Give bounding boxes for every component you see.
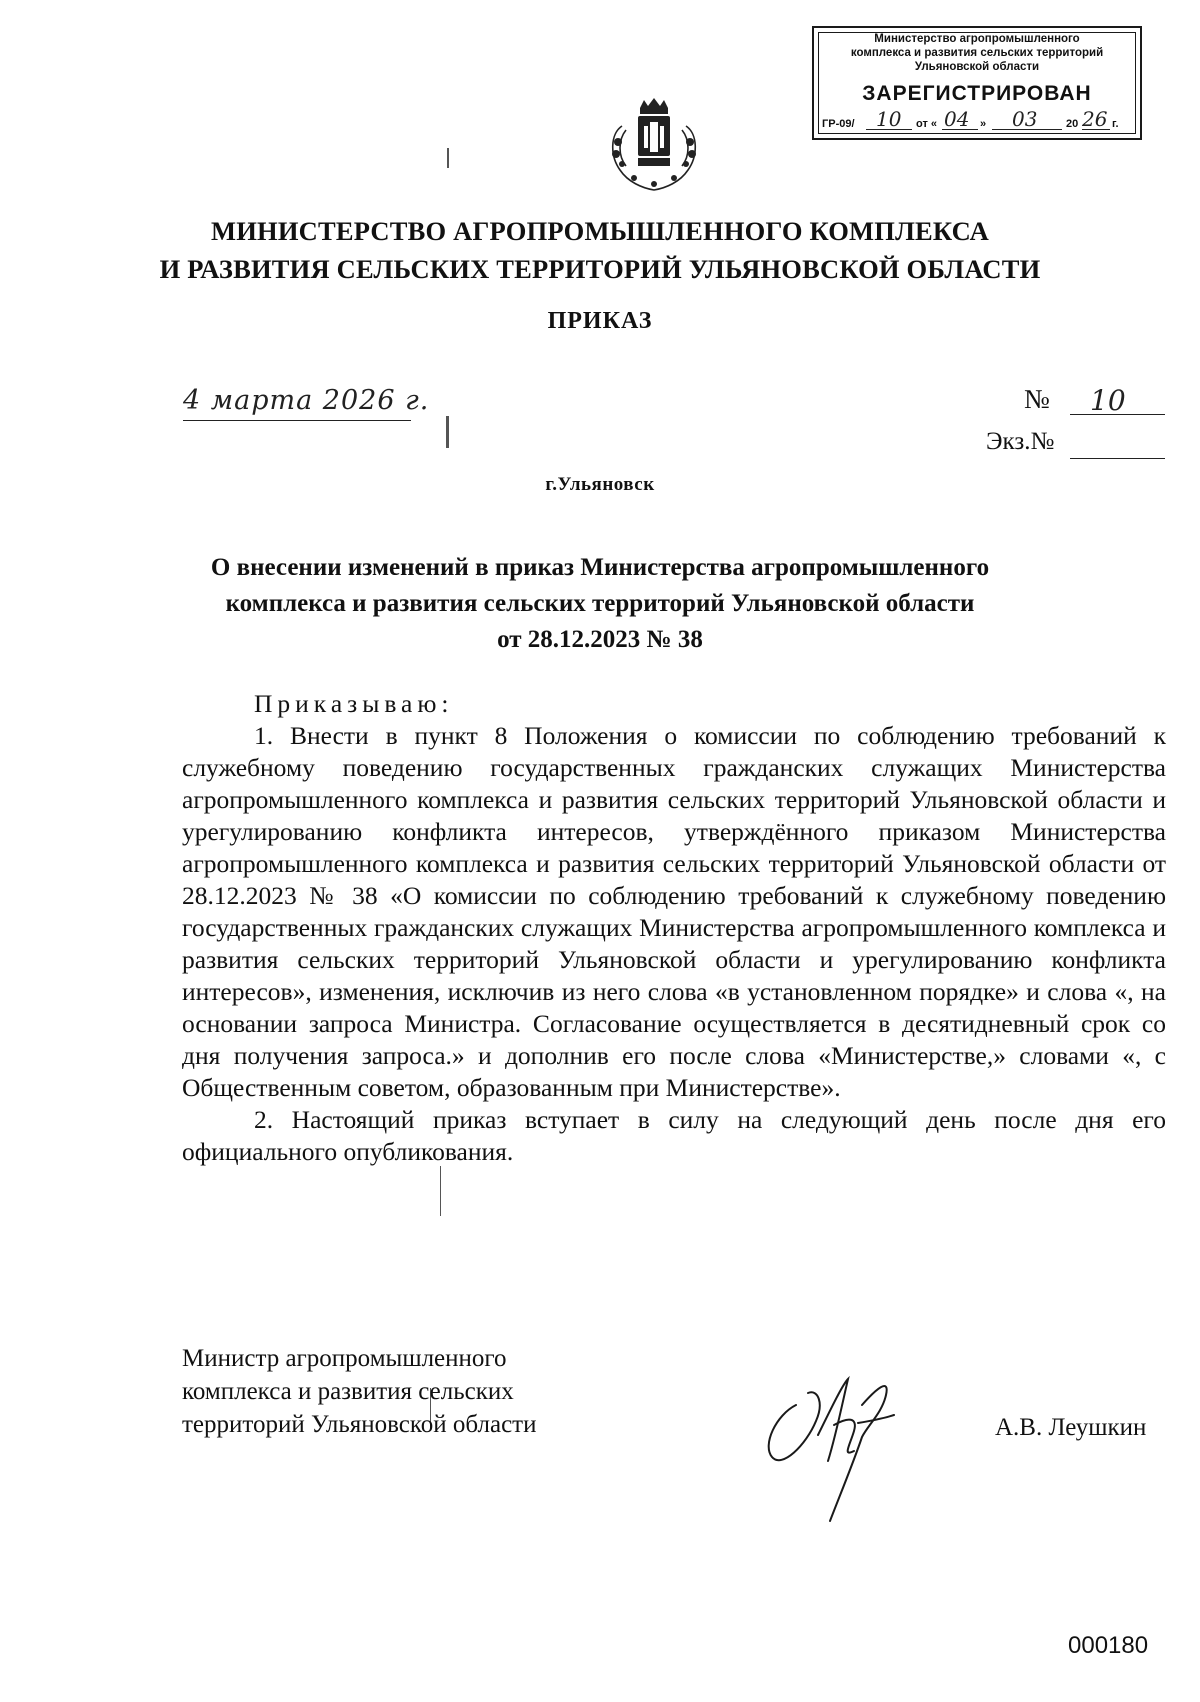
stamp-registered-title: ЗАРЕГИСТРИРОВАН: [862, 82, 1092, 105]
ministry-title-line-1: МИНИСТЕРСТВО АГРОПРОМЫШЛЕННОГО КОМПЛЕКСА: [210, 216, 990, 246]
subject-line-2: комплекса и развития сельских территорий Ульяновской области: [225, 590, 975, 617]
number-label: №: [1024, 384, 1050, 414]
subject-line-3: от 28.12.2023 № 38: [497, 626, 703, 653]
registration-stamp: [812, 26, 1142, 140]
subject-line-1: О внесении изменений в приказ Министерства агропромышленного: [210, 554, 990, 581]
order-body: [182, 688, 1166, 1168]
stamp-reg-number: 10: [876, 107, 902, 131]
order-subject: [0, 550, 1200, 658]
document-serial-number: 000180: [1068, 1632, 1149, 1659]
copy-number-label: Экз.№: [986, 428, 1055, 455]
stamp-day-close: »: [980, 118, 987, 130]
position-line-2: комплекса и развития сельских: [182, 1378, 514, 1405]
stamp-year-suffix: 26: [1082, 107, 1108, 131]
position-line-1: Министр агропромышленного: [182, 1345, 507, 1372]
stamp-year-prefix: 20: [1066, 118, 1079, 130]
signatory-position: [182, 1342, 536, 1441]
stamp-line-1: Министерство агропромышленного: [874, 33, 1080, 45]
stamp-line-2: комплекса и развития сельских территорий: [850, 47, 1104, 59]
order-item-2: 2. Настоящий приказ вступает в силу на следующий день после дня его официального опубликования.: [182, 1105, 1166, 1166]
number-underline: [1070, 414, 1165, 415]
stamp-registration-row: [820, 107, 1134, 132]
stamp-year-label: г.: [1112, 118, 1119, 130]
number-value: 10: [1090, 384, 1126, 417]
scan-mark: [446, 416, 449, 448]
date-underline: [183, 420, 411, 421]
order-item-1: 1. Внести в пункт 8 Положения о комиссии по соблюдению требований к служебному поведению государственных гражданских служащих Министерства агропромышленного комплекса и развития сельских территорий Ульяновской области и урегулированию конфликта интересов, утверждённого приказом Министерства агропромышленного комплекса и развития сельских территорий Ульяновской области от 28.12.2023 № 38 «О комиссии по соблюдению требований к служебному поведению государственных гражданских служащих Министерства агропромышленного комплекса и развития сельских территорий Ульяновской области и урегулированию конфликта интересов», изменения, исключив из него слова «в установленном порядке» и слова «, на основании запроса Министра. Согласование осуществляется в десятидневный срок со дня получения запроса.» и дополнив его после слова «Министерстве,» словами «, с Общественным советом, образованным при Министерстве».: [182, 721, 1166, 1102]
handwritten-date: 4 марта 2026 г.: [183, 385, 430, 416]
document-type: ПРИКАЗ: [547, 308, 653, 334]
scan-mark: [440, 1166, 441, 1216]
stamp-day: 04: [944, 107, 970, 131]
copy-number-underline: [1070, 458, 1165, 459]
coat-of-arms-icon: [604, 96, 704, 194]
stamp-from-label: от «: [916, 118, 938, 130]
ministry-title-line-2: И РАЗВИТИЯ СЕЛЬСКИХ ТЕРРИТОРИЙ УЛЬЯНОВСКОЙ ОБЛАСТИ: [159, 254, 1041, 284]
stamp-month: 03: [1012, 107, 1038, 131]
order-word: Приказываю:: [254, 689, 454, 718]
signatory-name: А.В. Леушкин: [995, 1414, 1147, 1441]
stamp-line-3: Ульяновской области: [914, 61, 1040, 73]
stamp-reg-prefix: ГР-09/: [822, 118, 855, 130]
city: г.Ульяновск: [545, 474, 655, 495]
scan-mark: [447, 148, 449, 168]
position-line-3: территорий Ульяновской области: [182, 1411, 537, 1438]
handwritten-signature: [758, 1365, 918, 1525]
ministry-title: [0, 212, 1200, 288]
